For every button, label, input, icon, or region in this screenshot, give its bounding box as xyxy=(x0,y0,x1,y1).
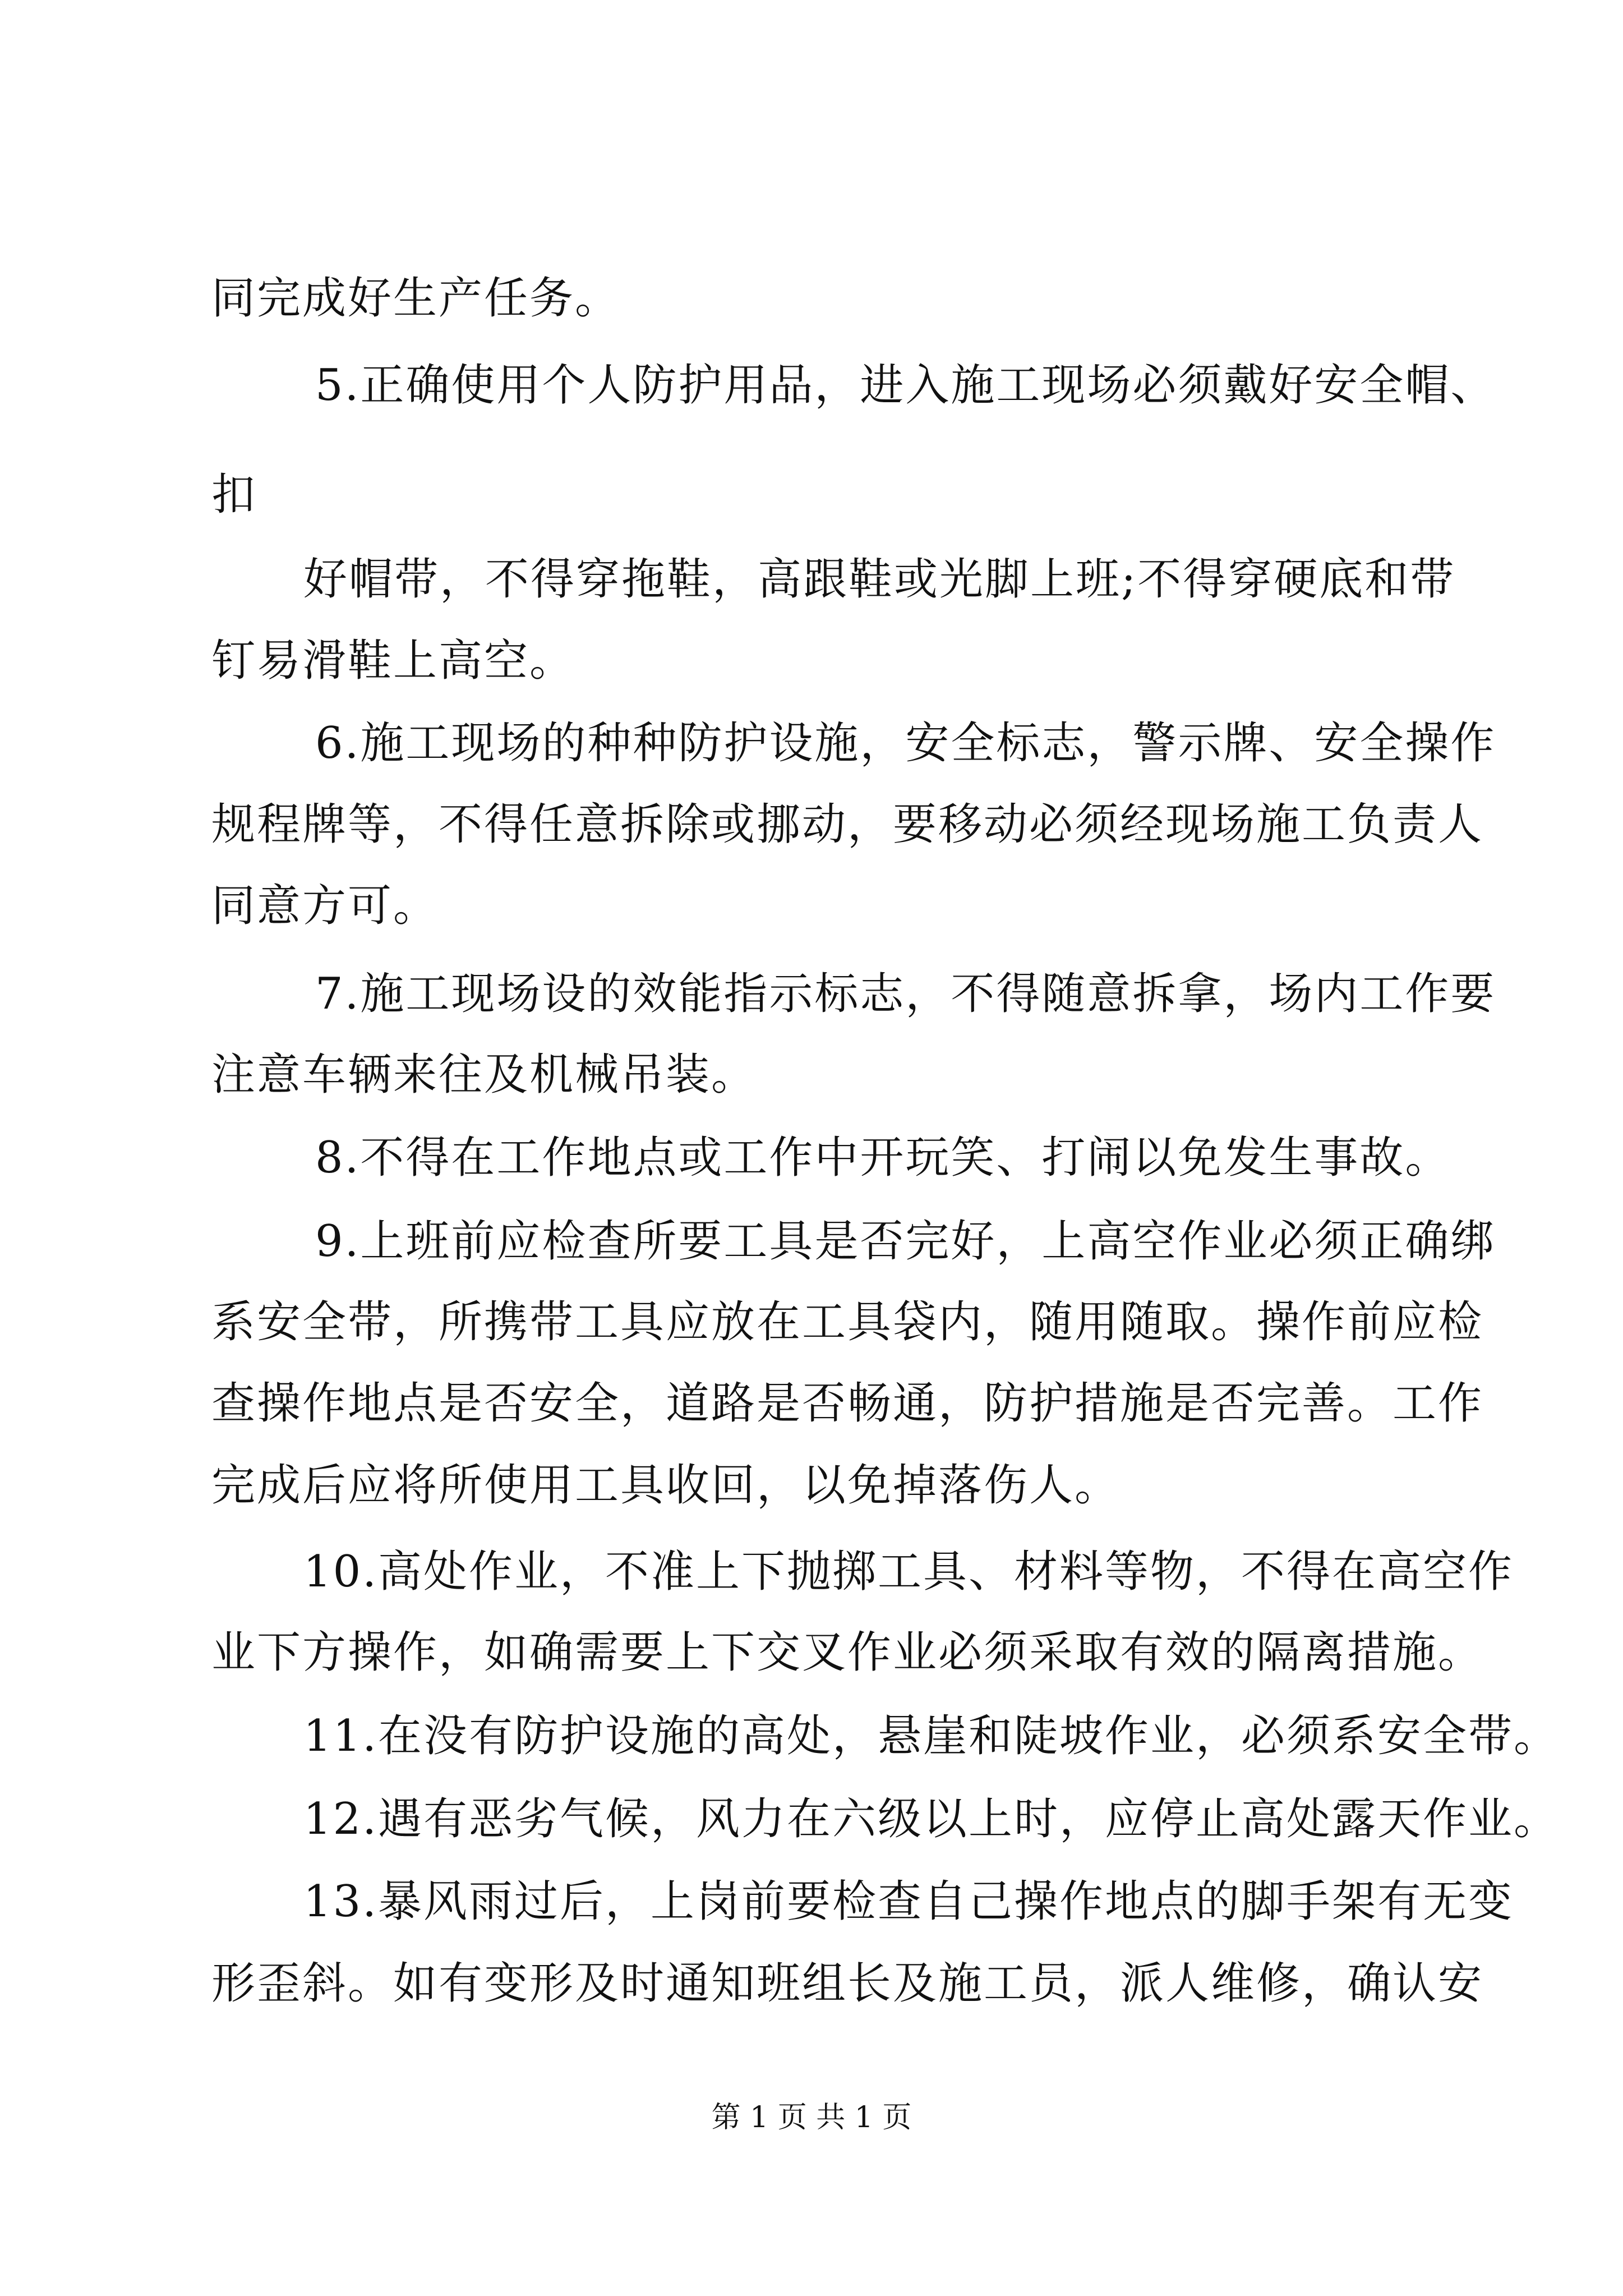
text-line: 8.不得在工作地点或工作中开玩笑、打闹以免发生事故。 xyxy=(315,1133,1451,1183)
text-line: 6.施工现场的种种防护设施，安全标志，警示牌、安全操作 xyxy=(315,718,1496,769)
text-line: 9.上班前应检查所要工具是否完好，上高空作业必须正确绑 xyxy=(315,1216,1496,1267)
text-line: 形歪斜。如有变形及时通知班组长及施工员，派人维修，确认安 xyxy=(211,1958,1484,2009)
text-line: 同完成好生产任务。 xyxy=(211,273,621,324)
text-line: 5.正确使用个人防护用品，进入施工现场必须戴好安全帽、 xyxy=(315,360,1496,411)
text-line: 同意方可。 xyxy=(211,881,439,931)
text-line: 7.施工现场设的效能指示标志，不得随意拆拿，场内工作要 xyxy=(315,969,1496,1019)
text-line: 钉易滑鞋上高空。 xyxy=(211,636,575,686)
text-line: 业下方操作，如确需要上下交叉作业必须采取有效的隔离措施。 xyxy=(211,1627,1484,1678)
text-line: 查操作地点是否安全，道路是否畅通，防护措施是否完善。工作 xyxy=(211,1378,1484,1429)
text-line: 好帽带，不得穿拖鞋，高跟鞋或光脚上班;不得穿硬底和带 xyxy=(303,554,1456,605)
text-line: 13.暴风雨过后，上岗前要检查自己操作地点的脚手架有无变 xyxy=(303,1876,1514,1927)
text-line: 11.在没有防护设施的高处，悬崖和陡坡作业，必须系安全带。 xyxy=(303,1711,1560,1761)
text-line: 12.遇有恶劣气候，风力在六级以上时，应停止高处露天作业。 xyxy=(303,1794,1560,1844)
text-line: 扣 xyxy=(211,470,257,520)
text-line: 规程牌等，不得任意拆除或挪动，要移动必须经现场施工负责人 xyxy=(211,799,1484,850)
text-line: 系安全带，所携带工具应放在工具袋内，随用随取。操作前应检 xyxy=(211,1297,1484,1347)
text-line: 10.高处作业，不准上下抛掷工具、材料等物，不得在高空作 xyxy=(303,1547,1514,1597)
text-line: 注意车辆来往及机械吊装。 xyxy=(211,1050,757,1100)
page-number-footer: 第 1 页 共 1 页 xyxy=(711,2101,912,2134)
text-line: 完成后应将所使用工具收回，以免掉落伤人。 xyxy=(211,1460,1121,1511)
